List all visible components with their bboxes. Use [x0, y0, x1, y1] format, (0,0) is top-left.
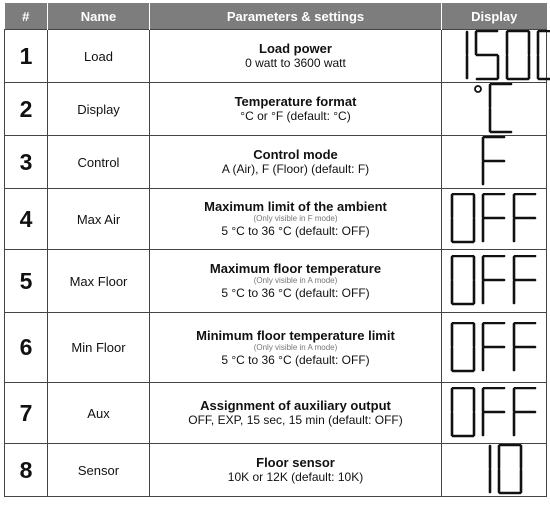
row-number: 2: [5, 83, 48, 136]
table-row: [5, 444, 547, 497]
display-digit: [483, 323, 504, 370]
row-parameters: [150, 313, 442, 383]
display-digit: [538, 31, 550, 79]
row-number: 1: [5, 30, 48, 83]
header-display: Display: [442, 3, 547, 30]
header-number: #: [5, 3, 48, 30]
row-name: Min Floor: [48, 313, 150, 383]
row-number: 5: [5, 250, 48, 313]
seven-segment-display: [449, 193, 539, 245]
parameter-description: OFF, EXP, 15 sec, 15 min (default: OFF): [188, 413, 403, 427]
row-name: Display: [48, 83, 150, 136]
row-name: Control: [48, 136, 150, 189]
parameter-note: (Only visible in F mode): [253, 214, 338, 223]
seven-segment-display: [449, 387, 539, 439]
row-number: 8: [5, 444, 48, 497]
row-name: Max Air: [48, 189, 150, 250]
display-digit: [514, 323, 535, 370]
row-parameters: [150, 136, 442, 189]
parameter-description: 5 °C to 36 °C (default: OFF): [221, 352, 370, 367]
parameter-title: Temperature format: [234, 94, 357, 109]
header-parameters: Parameters & settings: [150, 3, 442, 30]
parameter-description: °C or °F (default: °C): [240, 109, 351, 123]
row-display: [442, 383, 547, 444]
display-digit: [483, 194, 504, 241]
row-parameters: [150, 83, 442, 136]
display-digit: [507, 31, 529, 79]
parameter-title: Assignment of auxiliary output: [200, 398, 391, 413]
table-row: [5, 189, 547, 250]
row-display: [442, 313, 547, 383]
table-row: [5, 136, 547, 189]
row-display: [442, 250, 547, 313]
display-digit: [452, 323, 474, 371]
table-row: [5, 313, 547, 383]
parameter-title: Minimum floor temperature limit: [196, 327, 395, 343]
seven-segment-display: [442, 30, 550, 82]
display-digit: [499, 445, 521, 493]
row-number: 3: [5, 136, 48, 189]
table-row: [5, 30, 547, 83]
parameter-note: (Only visible in A mode): [253, 276, 338, 285]
display-digit: [514, 388, 535, 435]
row-name: Load: [48, 30, 150, 83]
row-parameters: [150, 250, 442, 313]
parameter-description: 5 °C to 36 °C (default: OFF): [221, 224, 370, 238]
row-display: [442, 83, 547, 136]
table-header-row: [5, 3, 547, 30]
display-digit: [483, 137, 504, 184]
row-parameters: [150, 30, 442, 83]
seven-segment-display: [449, 322, 539, 374]
row-display: [442, 189, 547, 250]
display-digit: [452, 388, 474, 436]
parameter-title: Load power: [259, 41, 332, 56]
row-display: [442, 444, 547, 497]
row-parameters: [150, 383, 442, 444]
seven-segment-display: [449, 255, 539, 307]
parameter-title: Maximum floor temperature: [209, 261, 382, 276]
header-name: Name: [48, 3, 150, 30]
display-digit: [514, 194, 535, 241]
parameter-title: Maximum limit of the ambient: [204, 199, 387, 214]
parameter-note: (Only visible in A mode): [253, 342, 338, 352]
display-digit: [476, 31, 498, 79]
display-digit: [514, 256, 535, 303]
parameters-table: [4, 3, 547, 497]
row-parameters: [150, 189, 442, 250]
parameter-title: Control mode: [253, 147, 338, 162]
seven-segment-display: [480, 136, 508, 188]
row-parameters: [150, 444, 442, 497]
parameter-description: 10K or 12K (default: 10K): [227, 470, 364, 484]
parameter-description: 5 °C to 36 °C (default: OFF): [221, 286, 370, 300]
parameter-description: 0 watt to 3600 watt: [245, 56, 346, 70]
row-number: 7: [5, 383, 48, 444]
row-number: 6: [5, 313, 48, 383]
display-digit: [452, 256, 474, 304]
row-name: Max Floor: [48, 250, 150, 313]
seven-segment-display: [465, 444, 524, 496]
display-digit: [483, 388, 504, 435]
display-digit: [490, 84, 511, 132]
row-name: Aux: [48, 383, 150, 444]
row-number: 4: [5, 189, 48, 250]
table-row: [5, 83, 547, 136]
table-row: [5, 383, 547, 444]
display-digit: [483, 256, 504, 303]
parameter-description: A (Air), F (Floor) (default: F): [221, 162, 370, 176]
degree-symbol: [475, 86, 481, 92]
row-name: Sensor: [48, 444, 150, 497]
table-row: [5, 250, 547, 313]
parameters-table-container: [4, 3, 546, 497]
display-digit: [452, 194, 474, 242]
row-display: [442, 136, 547, 189]
parameter-title: Floor sensor: [256, 455, 335, 470]
row-display: [442, 30, 547, 83]
seven-segment-display: [473, 83, 515, 135]
